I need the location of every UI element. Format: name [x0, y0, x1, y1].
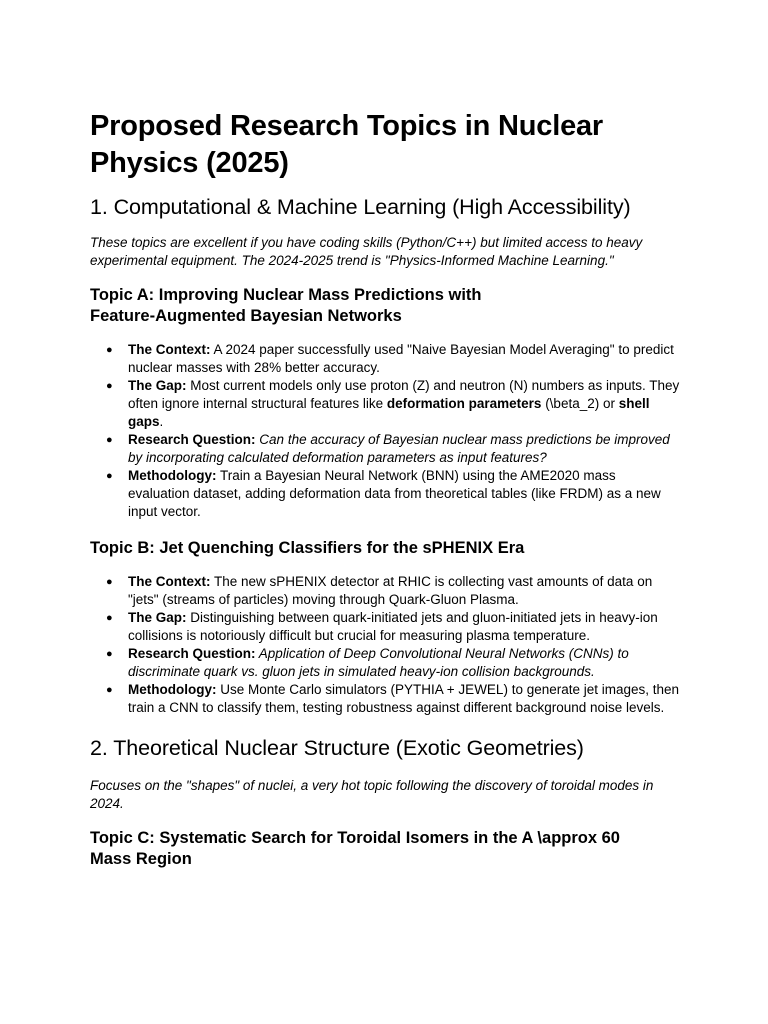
item-label: Research Question: [128, 432, 256, 447]
item-label: The Context: [128, 342, 211, 357]
item-text: Train a Bayesian Neural Network (BNN) using the AME2020 mass evaluation dataset, adding deformation data from theoretical tables (like FRDM) as a new input vector. [128, 468, 661, 519]
item-text: Application of Deep Convolutional Neural Networks (CNNs) to discriminate quark vs. gluon jets in simulated heavy-ion collision backgrounds. [128, 646, 629, 679]
document-title: Proposed Research Topics in Nuclear Physics (2025) [90, 110, 604, 179]
item-emphasis: deformation parameters [386, 396, 542, 411]
item-label: The Gap: [128, 610, 187, 625]
topic-c-heading [90, 828, 680, 870]
item-emphasis: shell gaps [128, 396, 650, 429]
bullet-icon: ● [106, 380, 113, 392]
list-item [106, 573, 680, 609]
topic-a-list [90, 341, 680, 521]
topic-a-heading-line-2: Feature-Augmented Bayesian Networks [90, 307, 402, 325]
item-label: Methodology: [128, 468, 217, 483]
section-2-heading: 2. Theoretical Nuclear Structure (Exotic Geometries) [90, 736, 584, 760]
bullet-icon: ● [106, 576, 113, 588]
topic-b-list [90, 573, 680, 717]
item-label: Methodology: [128, 682, 217, 697]
list-item [106, 609, 680, 645]
list-item [106, 681, 680, 717]
list-item [106, 431, 680, 467]
topic-a-heading [90, 285, 680, 327]
topic-a-heading-line-1: Topic A: Improving Nuclear Mass Predictions with [90, 286, 482, 304]
item-label: The Gap: [128, 378, 187, 393]
section-1-intro: These topics are excellent if you have coding skills (Python/C++) but limited access to heavy experimental equipment. The 2024-2025 trend is "Physics-Informed Machine Learning." [90, 235, 643, 268]
item-label: The Context: [128, 574, 211, 589]
bullet-icon: ● [106, 684, 113, 696]
section-2-intro: Focuses on the "shapes" of nuclei, a very hot topic following the discovery of toroidal modes in 2024. [90, 778, 654, 811]
bullet-icon: ● [106, 344, 113, 356]
list-item [106, 341, 680, 377]
item-text: . [159, 414, 164, 429]
topic-b-heading: Topic B: Jet Quenching Classifiers for the sPHENIX Era [90, 539, 525, 557]
item-text: The new sPHENIX detector at RHIC is collecting vast amounts of data on "jets" (streams of particles) moving through Quark-Gluon Plasma. [128, 574, 653, 607]
bullet-icon: ● [106, 434, 113, 446]
section-1-heading: 1. Computational & Machine Learning (High Accessibility) [90, 195, 631, 219]
item-text: Can the accuracy of Bayesian nuclear mass predictions be improved by incorporating calculated deformation parameters as input features? [128, 432, 670, 465]
item-text: A 2024 paper successfully used "Naive Bayesian Model Averaging" to predict nuclear masses with 28% better accuracy. [128, 342, 674, 375]
item-text: (\beta_2) or [541, 396, 619, 411]
bullet-icon: ● [106, 648, 113, 660]
list-item [106, 645, 680, 681]
item-text: Distinguishing between quark-initiated jets and gluon-initiated jets in heavy-ion collisions is notoriously difficult but crucial for measuring plasma temperature. [128, 610, 658, 643]
topic-c-heading-line-1: Topic C: Systematic Search for Toroidal Isomers in the A \approx 60 [90, 829, 620, 847]
item-label: Research Question: [128, 646, 256, 661]
item-text: Use Monte Carlo simulators (PYTHIA + JEWEL) to generate jet images, then train a CNN to classify them, testing robustness against different background noise levels. [128, 682, 680, 715]
document-page [90, 108, 680, 884]
item-text: Most current models only use proton (Z) and neutron (N) numbers as inputs. They often ignore internal structural features like [128, 378, 680, 411]
bullet-icon: ● [106, 612, 113, 624]
list-item [106, 467, 680, 521]
topic-c-heading-line-2: Mass Region [90, 850, 192, 868]
bullet-icon: ● [106, 470, 113, 482]
list-item [106, 377, 680, 431]
